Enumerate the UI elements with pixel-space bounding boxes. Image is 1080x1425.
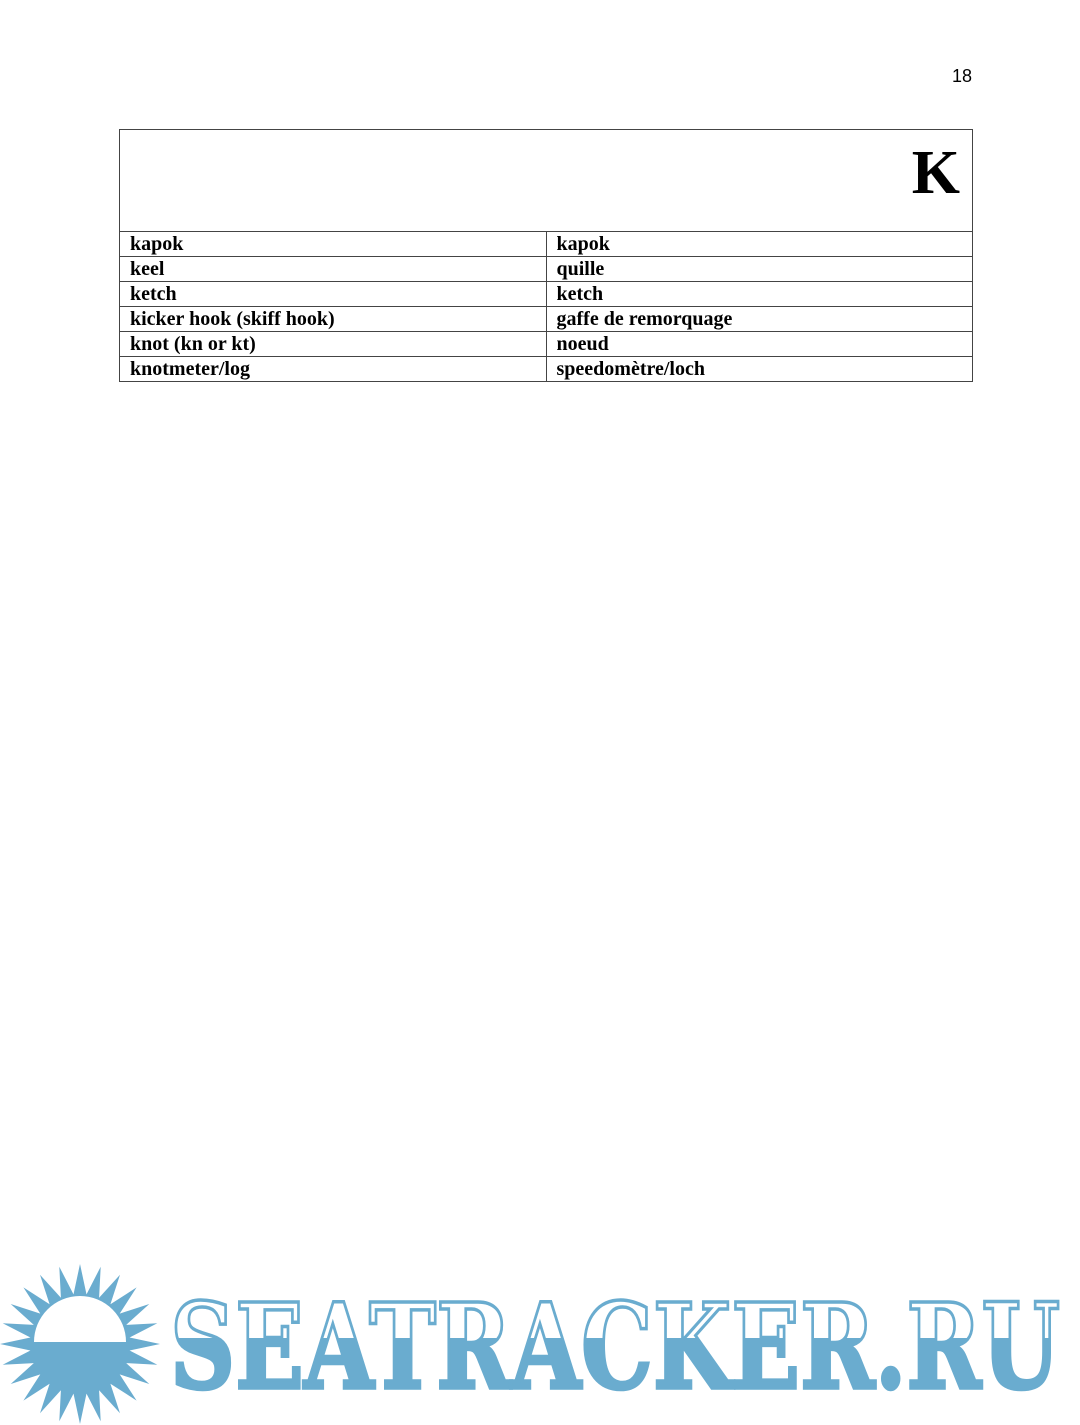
- term-french: gaffe de remorquage: [546, 307, 973, 332]
- table-row: [120, 307, 973, 332]
- watermark-text: SEATRACKER.RU: [170, 1277, 1060, 1416]
- term-english: knotmeter/log: [120, 357, 547, 382]
- page-number: 18: [951, 66, 972, 86]
- section-header-row: [120, 130, 973, 232]
- term-english: keel: [120, 257, 547, 282]
- term-french: quille: [546, 257, 973, 282]
- term-french: kapok: [546, 232, 973, 257]
- section-header-cell: [120, 130, 973, 232]
- glossary-table: [119, 129, 973, 382]
- term-french: noeud: [546, 332, 973, 357]
- table-row: [120, 282, 973, 307]
- section-letter: K: [911, 139, 960, 207]
- table-row: [120, 332, 973, 357]
- term-english: kicker hook (skiff hook): [120, 307, 547, 332]
- table-row: [120, 357, 973, 382]
- seatracker-watermark: [0, 1262, 1080, 1425]
- sun-over-sea-icon: [0, 1264, 160, 1424]
- term-english: ketch: [120, 282, 547, 307]
- term-french: ketch: [546, 282, 973, 307]
- term-english: knot (kn or kt): [120, 332, 547, 357]
- term-english: kapok: [120, 232, 547, 257]
- table-row: [120, 232, 973, 257]
- table-row: [120, 257, 973, 282]
- term-french: speedomètre/loch: [546, 357, 973, 382]
